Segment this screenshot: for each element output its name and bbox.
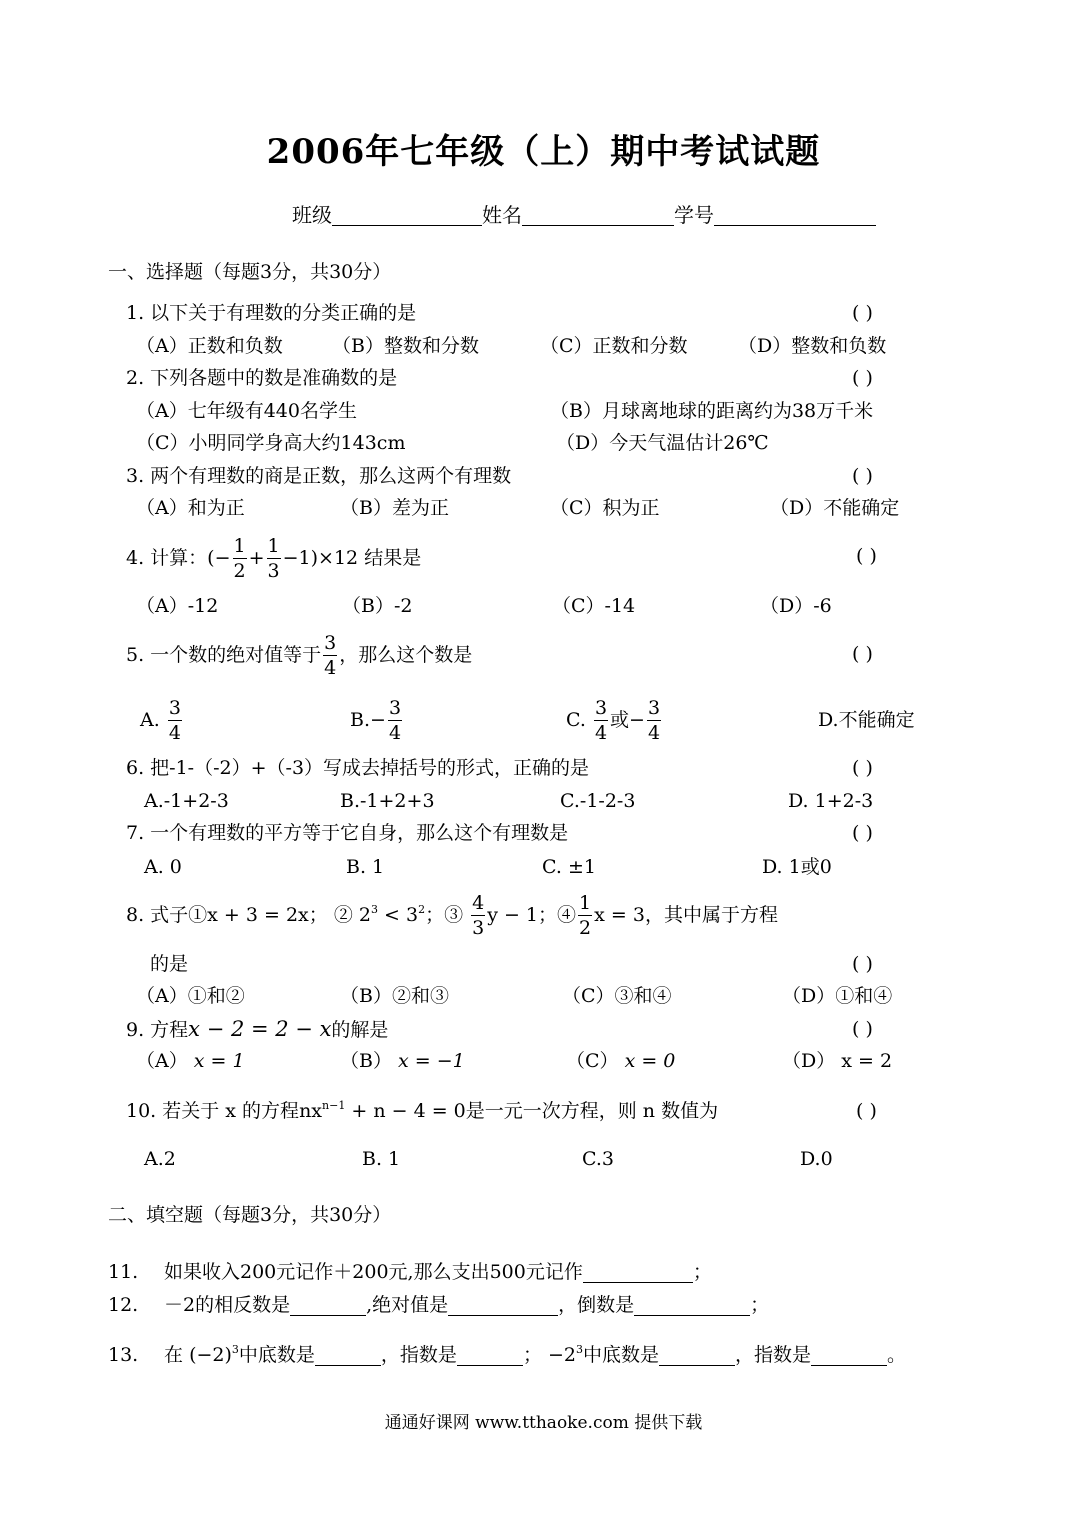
- id-label: 学号: [674, 203, 714, 227]
- q1-option-b: （B）整数和分数: [332, 335, 479, 357]
- q11-blank[interactable]: [583, 1262, 693, 1283]
- q2-option-a: （A）七年级有440名学生: [136, 400, 357, 422]
- q4-expr-open: (−: [207, 547, 231, 569]
- q7-option-a: A. 0: [144, 856, 182, 878]
- q13-blank-base-2[interactable]: [659, 1345, 735, 1366]
- section1-heading: 一、选择题（每题3分，共30分）: [108, 261, 392, 283]
- q5-fraction: $\frac{3}{4}$: [324, 632, 337, 679]
- name-label: 姓名: [482, 203, 522, 227]
- q10-option-a: A.2: [144, 1148, 176, 1170]
- q13-blank-exponent-1[interactable]: [457, 1345, 523, 1366]
- q12-row: 12. －2的相反数是 ,绝对值是 ，倒数是 ；: [108, 1294, 770, 1316]
- q9-option-c: （C） x = 0: [566, 1050, 676, 1072]
- q1-stem: 1. 以下关于有理数的分类正确的是: [126, 302, 417, 324]
- q6-option-c: C.-1-2-3: [560, 790, 636, 812]
- q8-stem-line2: 的是: [150, 953, 189, 975]
- q2-option-b: （B）月球离地球的距离约为38万千米: [550, 400, 874, 422]
- q6-answer-bracket[interactable]: ( ): [852, 757, 873, 779]
- q11-row: 11. 如果收入200元记作＋200元,那么支出500元记作 ；: [108, 1261, 712, 1283]
- q13-row: 13. 在 $(-2)^3$中底数是 ，指数是 ； $-2^3$中底数是 ，指数是 。: [108, 1343, 907, 1366]
- q8-option-b: （B）②和③: [340, 985, 449, 1007]
- q7-option-b: B. 1: [346, 856, 385, 878]
- q2-option-c: （C）小明同学身高大约143cm: [136, 432, 406, 454]
- q12-blank-absolute[interactable]: [448, 1295, 558, 1316]
- q4-option-b: （B）-2: [342, 595, 413, 617]
- id-blank[interactable]: [714, 205, 876, 226]
- q5-answer-bracket[interactable]: ( ): [852, 643, 873, 665]
- q7-option-c: C. ±1: [542, 856, 596, 878]
- q4-plus: +: [248, 547, 265, 569]
- q2-answer-bracket[interactable]: ( ): [852, 367, 873, 389]
- q5-option-b: B.− $\frac{3}{4}$: [350, 697, 402, 744]
- q1-option-d: （D）整数和负数: [738, 335, 887, 357]
- class-label: 班级: [292, 203, 332, 227]
- q5-suffix: ，那么这个数是: [339, 644, 473, 666]
- q2-option-d: （D）今天气温估计26℃: [556, 432, 769, 454]
- q3-option-c: （C）积为正: [550, 497, 660, 519]
- q3-option-a: （A）和为正: [136, 497, 245, 519]
- q6-option-d: D. 1+2-3: [788, 790, 874, 812]
- q8-stem: 8. 式子①x + 3 = 2x； ② $2^3 < 3^2$；③ $\frac{4}{3}$ y − 1；④ $\frac{1}{2}$ x = 3，其中属于方程: [126, 892, 778, 939]
- q13-blank-exponent-2[interactable]: [811, 1345, 887, 1366]
- q5-stem: [126, 627, 472, 683]
- q4-option-a: （A）-12: [136, 595, 219, 617]
- q2-stem: 2. 下列各题中的数是准确数的是: [126, 367, 398, 389]
- q10-stem: 10. 若关于 x 的方程$nx^{n-1} + n - 4 = 0$是一元一次方程，则 n 数值为: [126, 1099, 719, 1122]
- q7-answer-bracket[interactable]: ( ): [852, 822, 873, 844]
- q3-answer-bracket[interactable]: ( ): [852, 465, 873, 487]
- q1-answer-bracket[interactable]: ( ): [852, 302, 873, 324]
- q8-answer-bracket[interactable]: ( ): [852, 953, 873, 975]
- q4-fraction-1: $\frac{1}{2}$: [233, 535, 246, 582]
- q4-fraction-2: $\frac{1}{3}$: [267, 535, 280, 582]
- q10-answer-bracket[interactable]: ( ): [856, 1100, 877, 1122]
- q7-stem: 7. 一个有理数的平方等于它自身，那么这个有理数是: [126, 822, 569, 844]
- class-blank[interactable]: [332, 205, 482, 226]
- name-blank[interactable]: [522, 205, 674, 226]
- q4-option-d: （D）-6: [760, 595, 832, 617]
- q7-option-d: D. 1或0: [762, 856, 832, 878]
- q12-blank-opposite[interactable]: [290, 1295, 366, 1316]
- q9-equation: x − 2 = 2 − x: [188, 1017, 332, 1041]
- q6-option-a: A.-1+2-3: [144, 790, 229, 812]
- q6-stem: 6. 把-1-（-2）+（-3）写成去掉括号的形式，正确的是: [126, 757, 590, 779]
- q4-stem: [126, 530, 421, 586]
- q4-answer-bracket[interactable]: ( ): [856, 545, 877, 567]
- q3-option-d: （D）不能确定: [770, 497, 900, 519]
- section2-heading: 二、填空题（每题3分，共30分）: [108, 1204, 392, 1226]
- q8-expr-1: x + 3 = 2x: [207, 904, 309, 926]
- q9-option-b: （B） x = −1: [340, 1050, 465, 1072]
- q5-option-c: C. $\frac{3}{4}$ 或− $\frac{3}{4}$: [566, 697, 661, 744]
- footer-source: 通通好课网 www.tthaoke.com 提供下载: [384, 1413, 703, 1433]
- q1-option-c: （C）正数和分数: [540, 335, 688, 357]
- q1-option-a: （A）正数和负数: [136, 335, 283, 357]
- q5-option-a: A. $\frac{3}{4}$: [140, 697, 181, 744]
- q4-suffix: 结果是: [364, 547, 422, 569]
- q3-option-b: （B）差为正: [340, 497, 449, 519]
- q10-option-b: B. 1: [362, 1148, 401, 1170]
- q4-prefix: 4. 计算：: [126, 547, 208, 569]
- q8-option-d: （D）①和④: [782, 985, 893, 1007]
- q9-stem: 9. 方程x − 2 = 2 − x的解是: [126, 1017, 389, 1041]
- q8-option-c: （C）③和④: [562, 985, 672, 1007]
- q9-option-d: （D） x = 2: [782, 1050, 893, 1072]
- q10-option-c: C.3: [582, 1148, 614, 1170]
- q9-option-a: （A） x = 1: [136, 1050, 245, 1072]
- q10-option-d: D.0: [800, 1148, 833, 1170]
- q5-option-d: D.不能确定: [818, 709, 915, 731]
- q4-expr-close: −1)×12: [282, 547, 359, 569]
- q13-blank-base-1[interactable]: [315, 1345, 381, 1366]
- q5-prefix: 5. 一个数的绝对值等于: [126, 644, 322, 666]
- q4-option-c: （C）-14: [552, 595, 636, 617]
- q3-stem: 3. 两个有理数的商是正数，那么这两个有理数: [126, 465, 512, 487]
- q8-option-a: （A）①和②: [136, 985, 245, 1007]
- page-title: 2006年七年级（上）期中考试试题: [266, 132, 821, 172]
- q8-fraction-2: $\frac{1}{2}$: [579, 892, 592, 939]
- q9-answer-bracket[interactable]: ( ): [852, 1018, 873, 1040]
- header-fields: [292, 204, 876, 226]
- q12-blank-reciprocal[interactable]: [634, 1295, 750, 1316]
- q8-fraction-1: $\frac{4}{3}$: [472, 892, 485, 939]
- q6-option-b: B.-1+2+3: [340, 790, 435, 812]
